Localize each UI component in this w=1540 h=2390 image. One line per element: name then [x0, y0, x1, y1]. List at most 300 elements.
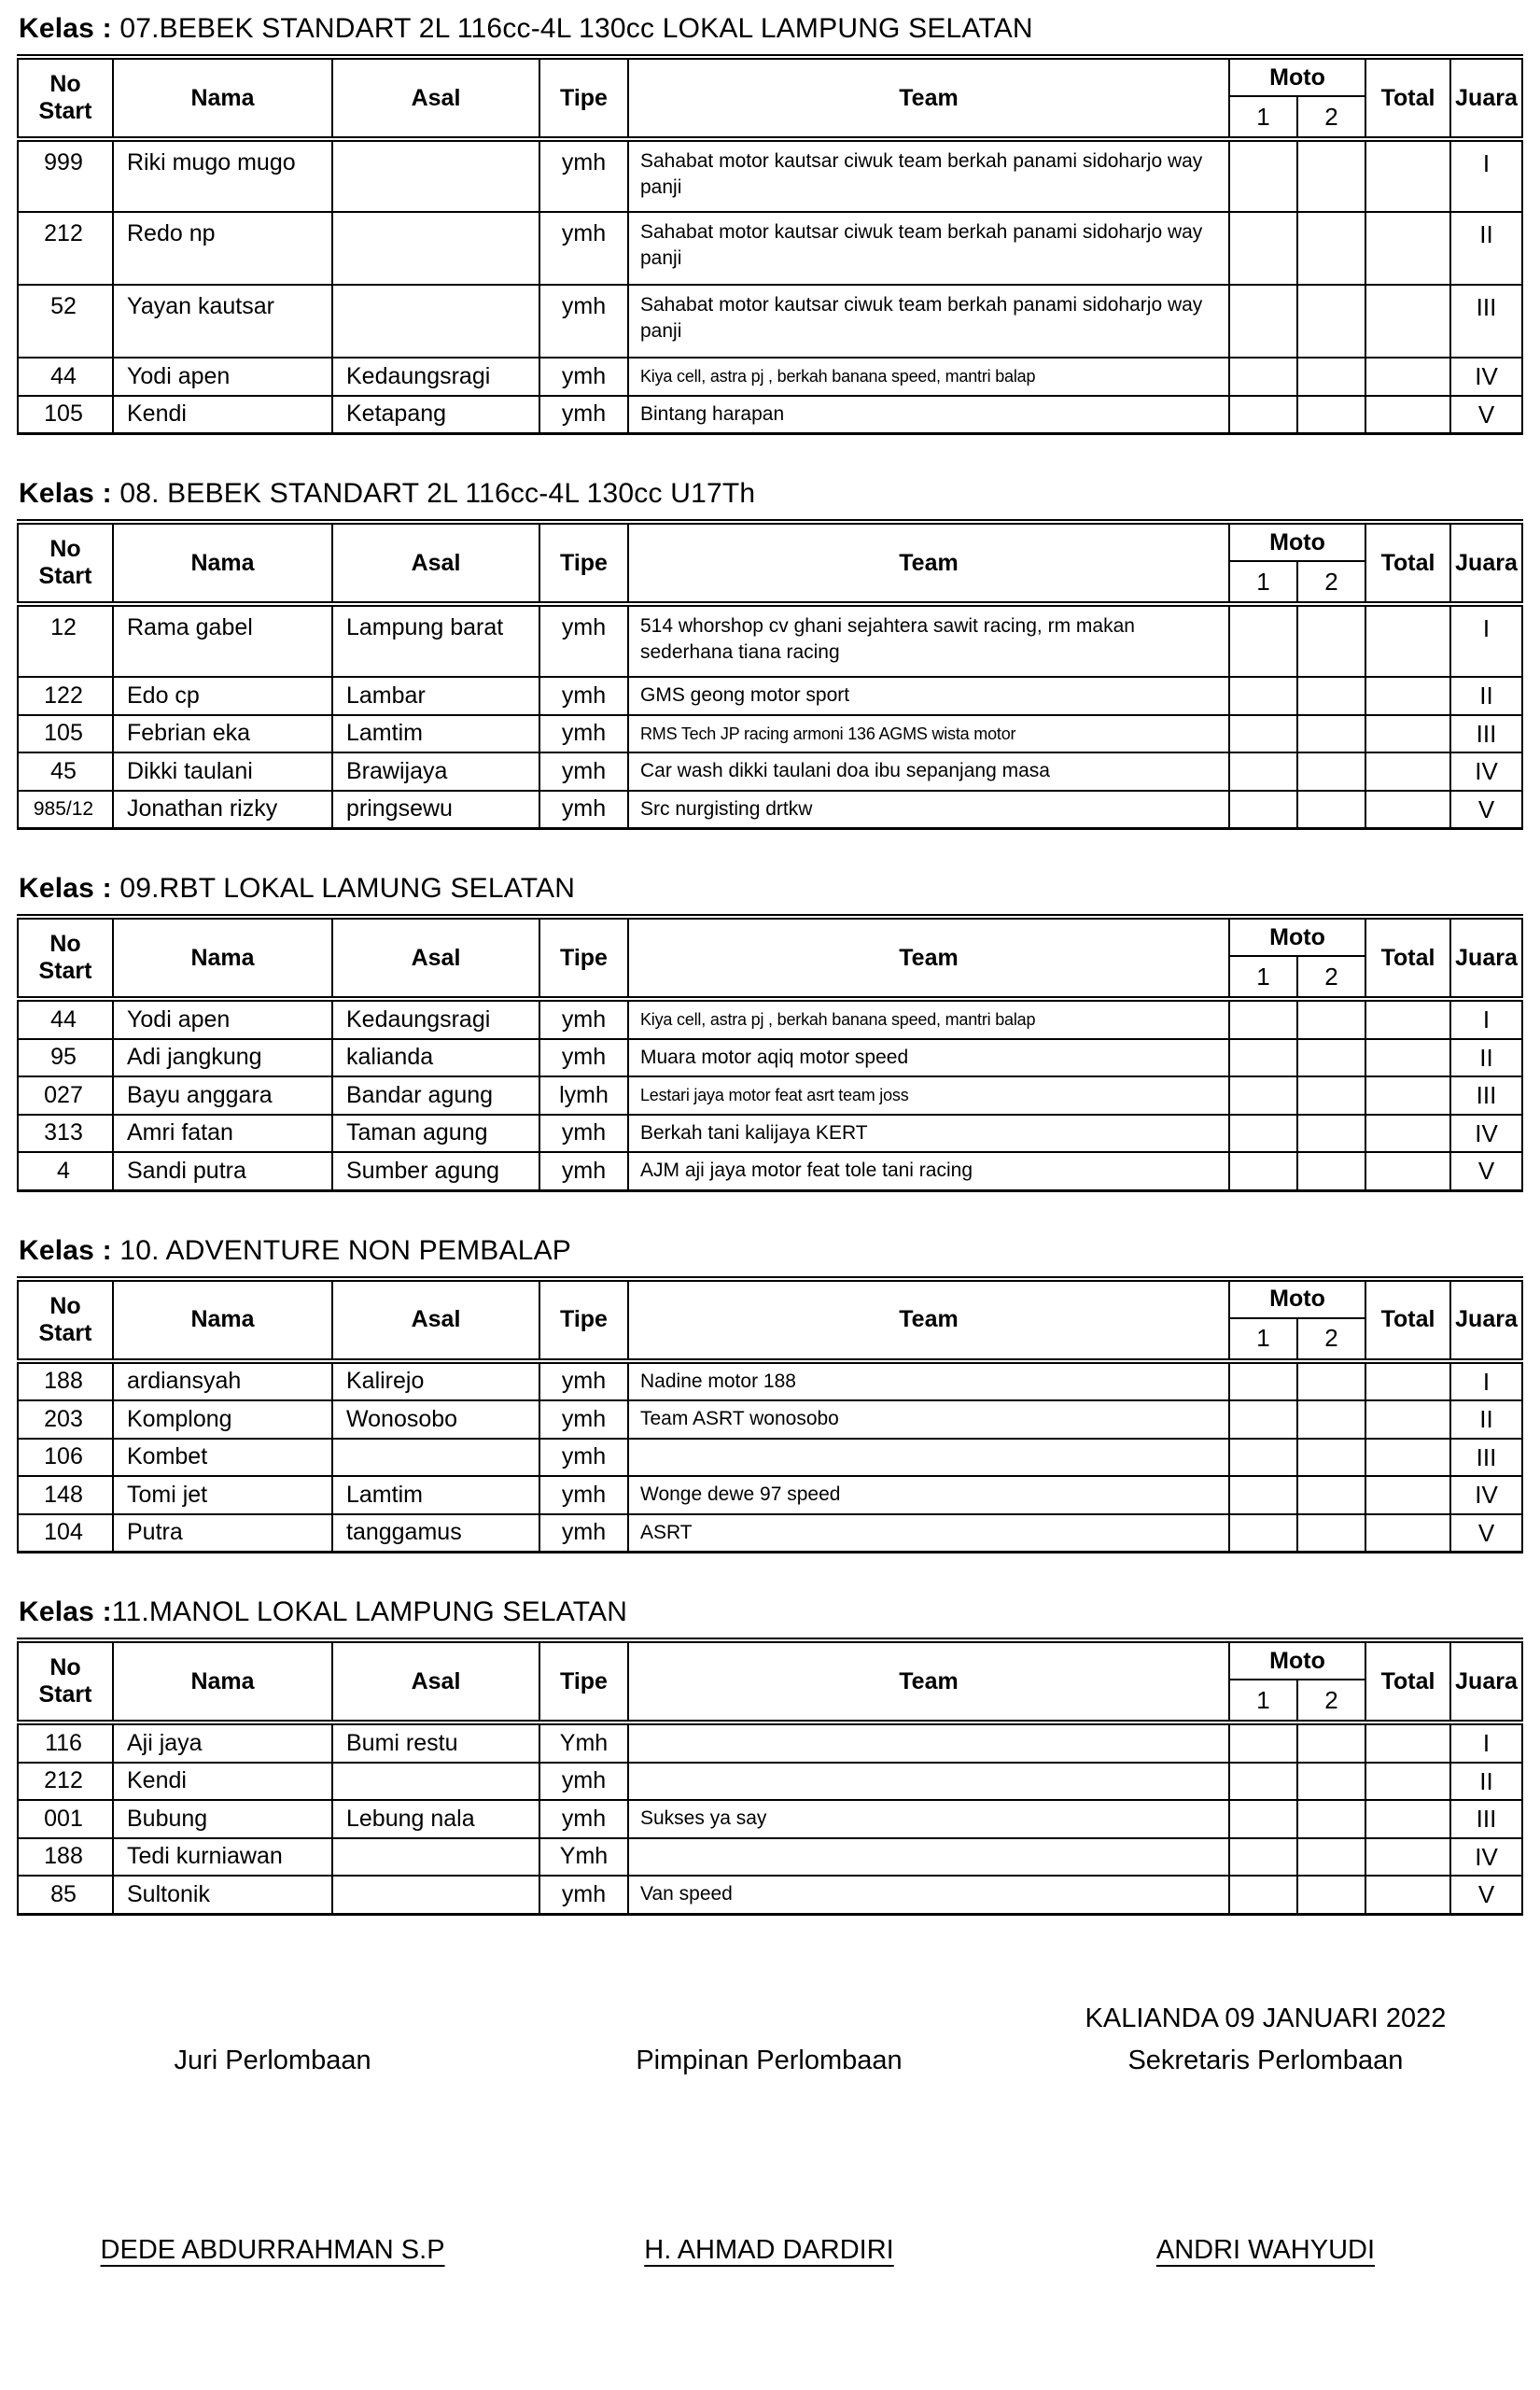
cell-moto-1 — [1229, 1152, 1297, 1190]
col-header-moto-2: 2 — [1297, 1680, 1365, 1722]
cell-asal — [332, 1763, 539, 1801]
results-table — [17, 914, 1523, 1192]
cell-moto-1 — [1229, 1076, 1297, 1115]
cell-tipe: ymh — [539, 1514, 628, 1553]
cell-nama: Komplong — [113, 1400, 332, 1439]
cell-tipe: ymh — [539, 396, 628, 434]
kelas-section — [17, 873, 1521, 1192]
cell-juara: III — [1450, 1076, 1522, 1115]
cell-juara: I — [1450, 999, 1522, 1039]
cell-juara: II — [1450, 1400, 1522, 1439]
cell-nama: Amri fatan — [113, 1115, 332, 1153]
cell-nama: Yodi apen — [113, 358, 332, 396]
cell-total — [1365, 1838, 1450, 1877]
cell-asal — [332, 1838, 539, 1877]
cell-juara: III — [1450, 715, 1522, 753]
cell-no-start: 45 — [18, 752, 113, 791]
table-row — [18, 212, 1522, 285]
cell-tipe: ymh — [539, 1400, 628, 1439]
cell-juara: V — [1450, 791, 1522, 829]
cell-moto-2 — [1297, 999, 1365, 1039]
header-row-main — [18, 57, 1522, 96]
header-row-main — [18, 1279, 1522, 1318]
cell-tipe: ymh — [539, 1763, 628, 1801]
cell-total — [1365, 139, 1450, 212]
kelas-section — [17, 1235, 1521, 1554]
kelas-title-text: 08. BEBEK STANDART 2L 116cc-4L 130cc U17Th — [111, 478, 756, 509]
cell-nama: Tomi jet — [113, 1476, 332, 1514]
cell-total — [1365, 1476, 1450, 1514]
cell-moto-2 — [1297, 1076, 1365, 1115]
signature-name-pimpinan: H. AHMAD DARDIRI — [644, 2234, 894, 2265]
cell-moto-2 — [1297, 677, 1365, 715]
col-header-nama: Nama — [113, 522, 332, 604]
sections — [17, 13, 1521, 1916]
cell-asal — [332, 212, 539, 285]
cell-nama: Yodi apen — [113, 999, 332, 1039]
kelas-title-text: 11.MANOL LOKAL LAMPUNG SELATAN — [111, 1596, 628, 1627]
cell-total — [1365, 791, 1450, 829]
cell-team: 514 whorshop cv ghani sejahtera sawit racing, rm makan sederhana tiana racing — [628, 604, 1229, 677]
col-header-moto-2: 2 — [1297, 96, 1365, 139]
cell-asal: Brawijaya — [332, 752, 539, 791]
header-row-main — [18, 1640, 1522, 1680]
results-table-body — [18, 1361, 1522, 1553]
cell-nama: Kendi — [113, 1763, 332, 1801]
col-header-start-line: Start — [38, 563, 92, 589]
cell-juara: IV — [1450, 1476, 1522, 1514]
cell-nama: Bayu anggara — [113, 1076, 332, 1115]
cell-total — [1365, 396, 1450, 434]
col-header-moto-1: 1 — [1229, 1680, 1297, 1722]
kelas-title-label: Kelas : — [19, 478, 112, 509]
cell-asal: Ketapang — [332, 396, 539, 434]
cell-moto-1 — [1229, 358, 1297, 396]
cell-total — [1365, 1800, 1450, 1838]
cell-total — [1365, 1722, 1450, 1763]
table-row — [18, 1400, 1522, 1439]
cell-asal: Lambar — [332, 677, 539, 715]
cell-tipe: lymh — [539, 1076, 628, 1115]
cell-asal — [332, 285, 539, 358]
cell-asal: Taman agung — [332, 1115, 539, 1153]
results-table-head — [18, 522, 1522, 604]
cell-no-start: 44 — [18, 358, 113, 396]
col-header-start-line: Start — [38, 1319, 92, 1346]
cell-total — [1365, 358, 1450, 396]
cell-asal — [332, 139, 539, 212]
kelas-title — [19, 13, 1521, 45]
cell-team — [628, 1838, 1229, 1877]
cell-total — [1365, 1152, 1450, 1190]
cell-total — [1365, 999, 1450, 1039]
results-table-body — [18, 139, 1522, 434]
col-header-asal: Asal — [332, 1279, 539, 1361]
cell-tipe: ymh — [539, 285, 628, 358]
cell-moto-1 — [1229, 1361, 1297, 1401]
col-header-asal: Asal — [332, 57, 539, 139]
cell-no-start: 95 — [18, 1039, 113, 1077]
cell-team: Kiya cell, astra pj , berkah banana speed, mantri balap — [628, 999, 1229, 1039]
cell-tipe: Ymh — [539, 1722, 628, 1763]
cell-moto-2 — [1297, 752, 1365, 791]
cell-no-start: 105 — [18, 396, 113, 434]
cell-no-start: 104 — [18, 1514, 113, 1553]
cell-team: Muara motor aqiq motor speed — [628, 1039, 1229, 1077]
col-header-start-line: Start — [38, 958, 92, 984]
cell-tipe: ymh — [539, 1800, 628, 1838]
col-header-team: Team — [628, 1640, 1229, 1722]
cell-team: Sahabat motor kautsar ciwuk team berkah panami sidoharjo way panji — [628, 285, 1229, 358]
kelas-title-label: Kelas : — [19, 13, 112, 44]
cell-moto-1 — [1229, 396, 1297, 434]
cell-asal: tanggamus — [332, 1514, 539, 1553]
col-header-moto-1: 1 — [1229, 96, 1297, 139]
cell-team: Src nurgisting drtkw — [628, 791, 1229, 829]
col-header-team: Team — [628, 917, 1229, 999]
cell-team: Sukses ya say — [628, 1800, 1229, 1838]
cell-moto-1 — [1229, 791, 1297, 829]
cell-nama: Kendi — [113, 396, 332, 434]
role-juri-perlombaan: Juri Perlombaan — [174, 2045, 371, 2075]
cell-asal: Kalirejo — [332, 1361, 539, 1401]
cell-moto-2 — [1297, 1876, 1365, 1914]
cell-no-start: 203 — [18, 1400, 113, 1439]
col-header-no-line: No — [49, 536, 81, 562]
cell-juara: IV — [1450, 1115, 1522, 1153]
cell-total — [1365, 715, 1450, 753]
cell-team: AJM aji jaya motor feat tole tani racing — [628, 1152, 1229, 1190]
results-table-body — [18, 1722, 1522, 1914]
col-header-no-start — [18, 522, 113, 604]
signature-sekretaris — [1010, 2229, 1521, 2271]
cell-asal: pringsewu — [332, 791, 539, 829]
col-header-total: Total — [1365, 522, 1450, 604]
cell-juara: III — [1450, 285, 1522, 358]
cell-asal: Bumi restu — [332, 1722, 539, 1763]
cell-no-start: 148 — [18, 1476, 113, 1514]
cell-moto-2 — [1297, 1400, 1365, 1439]
col-header-asal: Asal — [332, 917, 539, 999]
cell-nama: Putra — [113, 1514, 332, 1553]
cell-moto-2 — [1297, 139, 1365, 212]
cell-team: ASRT — [628, 1514, 1229, 1553]
cell-team: RMS Tech JP racing armoni 136 AGMS wista motor — [628, 715, 1229, 753]
cell-moto-1 — [1229, 677, 1297, 715]
cell-tipe: ymh — [539, 677, 628, 715]
cell-total — [1365, 1763, 1450, 1801]
cell-moto-2 — [1297, 1476, 1365, 1514]
cell-tipe: ymh — [539, 358, 628, 396]
footer-col-sekretaris — [1010, 1998, 1521, 2082]
table-row — [18, 1361, 1522, 1401]
cell-team: Lestari jaya motor feat asrt team joss — [628, 1076, 1229, 1115]
signature-name-sekretaris: ANDRI WAHYUDI — [1155, 2234, 1376, 2265]
footer-roles-row — [17, 1998, 1521, 2082]
cell-moto-2 — [1297, 285, 1365, 358]
cell-moto-2 — [1297, 604, 1365, 677]
cell-juara: V — [1450, 1152, 1522, 1190]
cell-nama: Redo np — [113, 212, 332, 285]
col-header-tipe: Tipe — [539, 1640, 628, 1722]
cell-nama: Edo cp — [113, 677, 332, 715]
cell-juara: II — [1450, 1039, 1522, 1077]
cell-moto-1 — [1229, 1800, 1297, 1838]
results-table — [17, 1276, 1523, 1554]
cell-juara: III — [1450, 1800, 1522, 1838]
table-row — [18, 285, 1522, 358]
col-header-juara: Juara — [1450, 522, 1522, 604]
cell-moto-2 — [1297, 1039, 1365, 1077]
cell-juara: V — [1450, 396, 1522, 434]
cell-no-start: 4 — [18, 1152, 113, 1190]
cell-team: Team ASRT wonosobo — [628, 1400, 1229, 1439]
role-sekretaris-perlombaan: Sekretaris Perlombaan — [1127, 2045, 1404, 2075]
col-header-juara: Juara — [1450, 57, 1522, 139]
cell-asal: Bandar agung — [332, 1076, 539, 1115]
table-row — [18, 1722, 1522, 1763]
cell-moto-1 — [1229, 139, 1297, 212]
cell-moto-2 — [1297, 212, 1365, 285]
cell-juara: II — [1450, 1763, 1522, 1801]
col-header-total: Total — [1365, 917, 1450, 999]
cell-juara: IV — [1450, 1838, 1522, 1877]
cell-moto-1 — [1229, 1876, 1297, 1914]
table-row — [18, 1876, 1522, 1914]
signature-name-juri: DEDE ABDURRAHMAN S.P — [100, 2234, 445, 2265]
cell-asal — [332, 1876, 539, 1914]
cell-no-start: 52 — [18, 285, 113, 358]
cell-tipe: ymh — [539, 1876, 628, 1914]
results-table-body — [18, 604, 1522, 829]
cell-juara: V — [1450, 1876, 1522, 1914]
cell-juara: II — [1450, 212, 1522, 285]
results-table-body — [18, 999, 1522, 1190]
cell-moto-1 — [1229, 1514, 1297, 1553]
footer-names-row — [17, 2229, 1521, 2271]
cell-nama: Adi jangkung — [113, 1039, 332, 1077]
col-header-no-line: No — [49, 931, 81, 957]
cell-moto-2 — [1297, 1152, 1365, 1190]
col-header-juara: Juara — [1450, 917, 1522, 999]
col-header-moto-2: 2 — [1297, 561, 1365, 604]
cell-moto-1 — [1229, 1439, 1297, 1477]
cell-team: Sahabat motor kautsar ciwuk team berkah panami sidoharjo way panji — [628, 212, 1229, 285]
table-row — [18, 677, 1522, 715]
results-table-head — [18, 917, 1522, 999]
cell-tipe: ymh — [539, 999, 628, 1039]
cell-moto-1 — [1229, 999, 1297, 1039]
cell-asal: Lamtim — [332, 715, 539, 753]
kelas-section — [17, 1596, 1521, 1916]
col-header-moto: Moto — [1229, 1279, 1365, 1318]
cell-tipe: ymh — [539, 1039, 628, 1077]
cell-no-start: 106 — [18, 1439, 113, 1477]
cell-asal: Lebung nala — [332, 1800, 539, 1838]
cell-tipe: ymh — [539, 791, 628, 829]
col-header-moto: Moto — [1229, 57, 1365, 96]
cell-asal — [332, 1439, 539, 1477]
cell-tipe: ymh — [539, 715, 628, 753]
table-row — [18, 999, 1522, 1039]
cell-moto-1 — [1229, 1763, 1297, 1801]
signature-footer — [17, 1998, 1521, 2271]
col-header-team: Team — [628, 522, 1229, 604]
spacer-line — [17, 1998, 528, 2040]
signature-juri — [17, 2229, 528, 2271]
table-row — [18, 1039, 1522, 1077]
cell-no-start: 313 — [18, 1115, 113, 1153]
cell-total — [1365, 677, 1450, 715]
cell-no-start: 999 — [18, 139, 113, 212]
cell-asal: kalianda — [332, 1039, 539, 1077]
col-header-moto-1: 1 — [1229, 561, 1297, 604]
results-table — [17, 1638, 1523, 1916]
table-row — [18, 604, 1522, 677]
cell-moto-2 — [1297, 396, 1365, 434]
cell-tipe: Ymh — [539, 1838, 628, 1877]
cell-nama: Sultonik — [113, 1876, 332, 1914]
cell-no-start: 212 — [18, 212, 113, 285]
cell-total — [1365, 1439, 1450, 1477]
cell-team: Van speed — [628, 1876, 1229, 1914]
cell-nama: Sandi putra — [113, 1152, 332, 1190]
cell-team — [628, 1722, 1229, 1763]
kelas-title — [19, 1235, 1521, 1267]
kelas-title-label: Kelas : — [19, 1234, 112, 1266]
cell-moto-2 — [1297, 1800, 1365, 1838]
cell-tipe: ymh — [539, 212, 628, 285]
cell-nama: Jonathan rizky — [113, 791, 332, 829]
col-header-no-start — [18, 1279, 113, 1361]
cell-total — [1365, 285, 1450, 358]
cell-no-start: 105 — [18, 715, 113, 753]
cell-asal: Lampung barat — [332, 604, 539, 677]
cell-nama: Aji jaya — [113, 1722, 332, 1763]
col-header-moto: Moto — [1229, 1640, 1365, 1680]
cell-no-start: 188 — [18, 1838, 113, 1877]
cell-total — [1365, 1400, 1450, 1439]
cell-no-start: 027 — [18, 1076, 113, 1115]
cell-moto-2 — [1297, 1361, 1365, 1401]
cell-team: Sahabat motor kautsar ciwuk team berkah panami sidoharjo way panji — [628, 139, 1229, 212]
cell-nama: Rama gabel — [113, 604, 332, 677]
cell-total — [1365, 212, 1450, 285]
cell-moto-2 — [1297, 1115, 1365, 1153]
col-header-moto: Moto — [1229, 917, 1365, 956]
cell-juara: I — [1450, 604, 1522, 677]
col-header-nama: Nama — [113, 917, 332, 999]
col-header-total: Total — [1365, 1279, 1450, 1361]
cell-tipe: ymh — [539, 1439, 628, 1477]
cell-nama: Kombet — [113, 1439, 332, 1477]
cell-no-start: 85 — [18, 1876, 113, 1914]
col-header-moto-1: 1 — [1229, 1318, 1297, 1361]
header-row-main — [18, 522, 1522, 561]
cell-team: GMS geong motor sport — [628, 677, 1229, 715]
cell-no-start: 001 — [18, 1800, 113, 1838]
kelas-title — [19, 478, 1521, 510]
header-row-main — [18, 917, 1522, 956]
cell-juara: III — [1450, 1439, 1522, 1477]
col-header-no-line: No — [49, 1654, 81, 1680]
col-header-nama: Nama — [113, 1640, 332, 1722]
table-row — [18, 1763, 1522, 1801]
footer-col-pimpinan — [528, 1998, 1010, 2082]
signature-pimpinan — [528, 2229, 1010, 2271]
col-header-asal: Asal — [332, 522, 539, 604]
footer-col-juri — [17, 1998, 528, 2082]
cell-total — [1365, 1876, 1450, 1914]
col-header-start-line: Start — [38, 98, 92, 124]
cell-juara: II — [1450, 677, 1522, 715]
cell-juara: IV — [1450, 752, 1522, 791]
table-row — [18, 1838, 1522, 1877]
col-header-team: Team — [628, 1279, 1229, 1361]
cell-moto-1 — [1229, 1400, 1297, 1439]
cell-nama: Febrian eka — [113, 715, 332, 753]
cell-nama: Yayan kautsar — [113, 285, 332, 358]
cell-moto-2 — [1297, 715, 1365, 753]
cell-nama: Bubung — [113, 1800, 332, 1838]
table-row — [18, 1476, 1522, 1514]
col-header-total: Total — [1365, 1640, 1450, 1722]
kelas-title-text: 09.RBT LOKAL LAMUNG SELATAN — [111, 873, 576, 904]
col-header-moto-1: 1 — [1229, 956, 1297, 999]
cell-moto-1 — [1229, 1115, 1297, 1153]
cell-moto-2 — [1297, 1439, 1365, 1477]
table-row — [18, 1800, 1522, 1838]
cell-total — [1365, 1361, 1450, 1401]
col-header-tipe: Tipe — [539, 1279, 628, 1361]
col-header-tipe: Tipe — [539, 522, 628, 604]
cell-no-start: 44 — [18, 999, 113, 1039]
col-header-moto-2: 2 — [1297, 956, 1365, 999]
cell-moto-2 — [1297, 791, 1365, 829]
cell-no-start: 116 — [18, 1722, 113, 1763]
cell-nama: Riki mugo mugo — [113, 139, 332, 212]
col-header-no-start — [18, 57, 113, 139]
cell-moto-1 — [1229, 715, 1297, 753]
col-header-total: Total — [1365, 57, 1450, 139]
cell-moto-1 — [1229, 1039, 1297, 1077]
cell-team — [628, 1439, 1229, 1477]
cell-team: Nadine motor 188 — [628, 1361, 1229, 1401]
col-header-no-line: No — [49, 1292, 81, 1319]
cell-team: Bintang harapan — [628, 396, 1229, 434]
cell-team: Kiya cell, astra pj , berkah banana speed, mantri balap — [628, 358, 1229, 396]
cell-juara: I — [1450, 1722, 1522, 1763]
cell-moto-1 — [1229, 752, 1297, 791]
table-row — [18, 1439, 1522, 1477]
col-header-juara: Juara — [1450, 1279, 1522, 1361]
cell-moto-1 — [1229, 1838, 1297, 1877]
cell-total — [1365, 604, 1450, 677]
col-header-moto-2: 2 — [1297, 1318, 1365, 1361]
cell-juara: V — [1450, 1514, 1522, 1553]
col-header-no-start — [18, 1640, 113, 1722]
cell-asal: Wonosobo — [332, 1400, 539, 1439]
results-table-head — [18, 1279, 1522, 1361]
cell-moto-2 — [1297, 358, 1365, 396]
cell-asal: Kedaungsragi — [332, 999, 539, 1039]
role-pimpinan-perlombaan: Pimpinan Perlombaan — [636, 2045, 903, 2075]
kelas-title-label: Kelas : — [19, 1596, 112, 1627]
table-row — [18, 791, 1522, 829]
cell-moto-1 — [1229, 212, 1297, 285]
kelas-section — [17, 478, 1521, 830]
cell-nama: Dikki taulani — [113, 752, 332, 791]
